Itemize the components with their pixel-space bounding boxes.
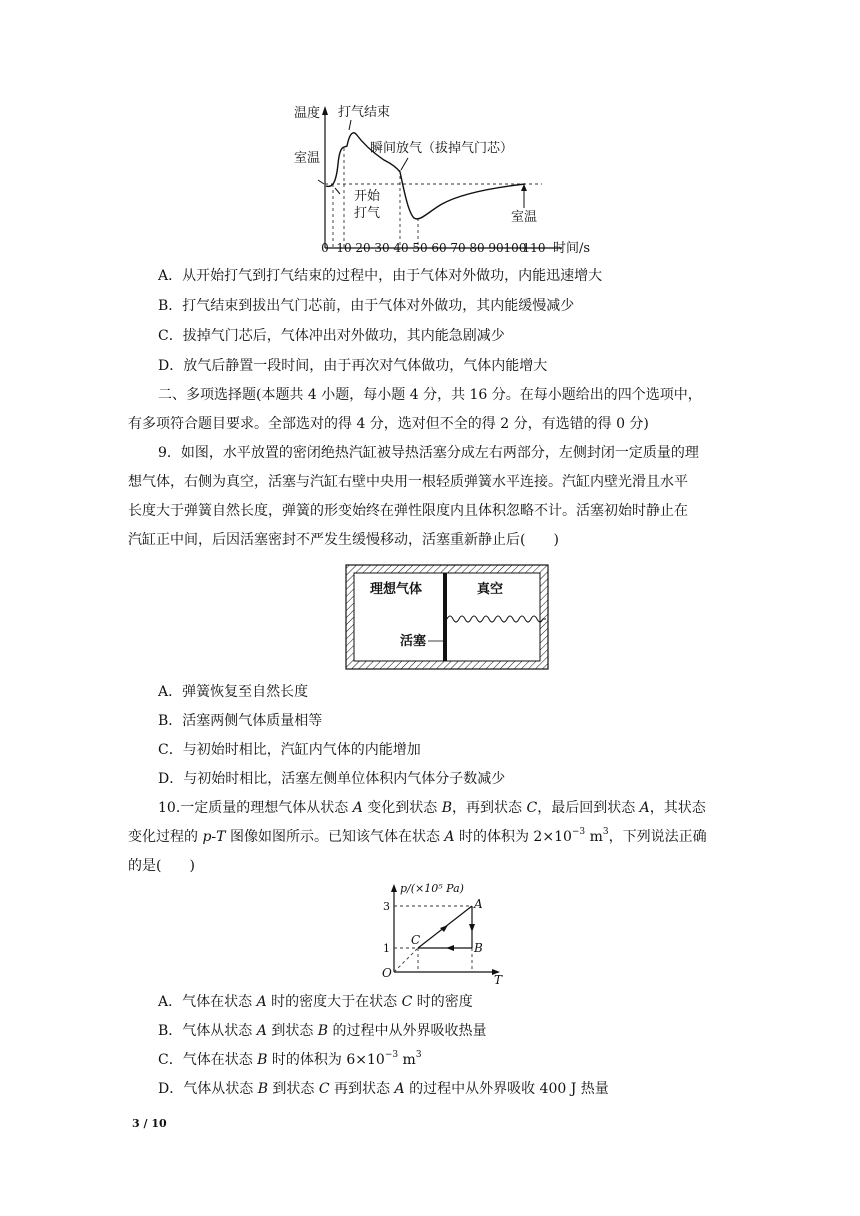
piston [443,573,447,661]
q10-option-a [158,992,473,1012]
q10-option-d [158,1079,609,1099]
q10-line3: 的是( ) [128,858,195,874]
label-end-pump: 打气结束 [338,105,391,120]
q9-option-d: D．与初始时相比，活塞左侧单位体积内气体分子数减少 [158,771,506,787]
x-tick-label: 100 [503,241,527,255]
arrow-C-A [440,925,448,932]
state-symbol: C [401,994,413,1010]
q10-text: 图像如图所示。已知该气体在状态 [225,829,445,845]
x-tick-label: 90 [488,241,504,255]
q10-line2 [128,827,707,847]
pt-point-C: C [411,933,421,947]
arrow-A-B [469,924,475,932]
guide-origin-C [394,948,418,972]
state-symbol: A [352,800,363,816]
label-release: 瞬间放气（拔掉气门芯） [370,141,514,156]
label-piston: 活塞 [400,634,427,649]
pt-tick-1: 1 [383,942,390,955]
x-tick-label: 20 [355,241,371,255]
arrow-room-left [318,180,324,184]
q10-text: ，下列说法正确 [608,829,707,845]
pt-y-label: p/(×10⁵ Pa) [400,882,464,895]
symbol-p: p [202,829,212,845]
state-symbol: B [441,800,453,816]
y-axis-label: 温度 [294,106,321,121]
option-text: 的过程中从外界吸收 400 J 热量 [404,1081,609,1097]
section2-line2: 有多项符合题目要求。全部选对的得 4 分，选对但不全的得 2 分，有选错的得 0 分) [128,416,649,432]
arrow-B-C [446,945,454,951]
q10-option-c [158,1050,422,1070]
label-room-temp-left: 室温 [294,151,321,166]
x-axis-label: 时间/s [553,241,591,256]
q9-option-b: B．活塞两侧气体质量相等 [158,713,323,729]
option-text: 时的体积为 6×10 [267,1052,385,1068]
x-tick-label: 30 [374,241,390,255]
state-symbol: A [444,829,455,845]
q9-line3: 长度大于弹簧自然长度，弹簧的形变始终在弹性限度内且体积忽略不计。活塞初始时静止在 [128,503,688,519]
exponent: 3 [415,1050,422,1061]
option-text: m [398,1052,416,1068]
exponent: −3 [571,827,586,838]
option-text: 到状态 [267,1081,319,1097]
exponent: −3 [384,1050,399,1061]
option-text: C．气体在状态 [158,1052,258,1068]
pt-point-B: B [474,941,483,955]
q8-option-c: C．拔掉气门芯后，气体冲出对外做功，其内能急剧减少 [158,328,505,344]
q10-text: 变化到状态 [362,800,442,816]
temperature-time-figure [280,100,610,262]
label-room-temp-right: 室温 [511,210,538,225]
state-symbol: B [257,1081,268,1097]
state-symbol: A [256,994,267,1010]
label-vacuum: 真空 [477,582,504,597]
arrow-end-pump [349,120,351,130]
option-text: A．气体在状态 [158,994,257,1010]
state-symbol: A [256,1023,267,1039]
pt-point-A: A [474,897,483,911]
q10-text: m [585,829,603,845]
option-text: 的过程中从外界吸收热量 [328,1023,487,1039]
option-text: D．气体从状态 [158,1081,258,1097]
cylinder-figure [344,563,550,673]
option-text: B．气体从状态 [158,1023,257,1039]
q10-text: 时的体积为 2×10 [454,829,572,845]
option-text: 再到状态 [329,1081,395,1097]
pt-y-arrow [391,884,397,892]
q9-option-a: A．弹簧恢复至自然长度 [158,684,309,700]
x-tick-label: 70 [450,241,466,255]
state-symbol: B [317,1023,329,1039]
state-symbol: A [394,1081,405,1097]
state-symbol: A [639,800,650,816]
pt-origin-label: O [382,966,392,980]
option-text: 到状态 [266,1023,318,1039]
q10-text: 变化过程的 [128,829,203,845]
arrow-release [401,158,408,170]
x-tick-label: 110 [522,241,546,255]
option-text: 时的密度大于在状态 [266,994,402,1010]
page-number: 3 / 10 [132,1117,167,1130]
label-start-pump-2: 打气 [354,206,381,221]
x-tick-label: 10 [336,241,352,255]
q10-text: ，其状态 [649,800,706,816]
q8-option-a: A．从开始打气到打气结束的过程中，由于气体对外做功，内能迅速增大 [158,268,603,284]
option-text: 时的密度 [412,994,473,1010]
q10-text: ，再到状态 [452,800,527,816]
symbol-T: T [216,829,226,845]
x-tick-label: 0 [321,241,329,255]
q8-option-b: B．打气结束到拔出气门芯前，由于气体对外做功，其内能缓慢减少 [158,298,575,314]
label-start-pump-1: 开始 [354,189,381,204]
q8-option-d: D．放气后静置一段时间，由于再次对气体做功，气体内能增大 [158,358,548,374]
q9-line2: 想气体，右侧为真空，活塞与汽缸右壁中央用一根轻质弹簧水平连接。汽缸内壁光滑且水平 [128,474,688,490]
q10-text: 10.一定质量的理想气体从状态 [158,800,353,816]
exponent: 3 [602,827,609,838]
label-ideal-gas: 理想气体 [370,582,423,597]
arrow-start-pump [335,188,340,194]
x-tick-label: 60 [431,241,447,255]
x-tick-label: 40 [393,241,409,255]
pt-diagram [366,880,516,986]
q10-line1 [158,798,706,818]
section2-line1: 二、多项选择题(本题共 4 小题，每小题 4 分，共 16 分。在每小题给出的四个选项中， [158,387,702,403]
q9-option-c: C．与初始时相比，汽缸内气体的内能增加 [158,742,421,758]
pt-tick-3: 3 [383,900,390,913]
x-tick-labels [321,241,545,255]
x-tick-label: 50 [412,241,428,255]
q9-line4: 汽缸正中间，后因活塞密封不严发生缓慢移动，活塞重新静止后( ) [128,532,559,548]
q10-text: - [211,829,217,845]
q10-option-b [158,1021,487,1041]
y-axis-arrow [322,106,328,115]
q9-line1: 9．如图，水平放置的密闭绝热汽缸被导热活塞分成左右两部分，左侧封闭一定质量的理 [158,445,699,461]
pt-x-label: T [494,973,503,986]
state-symbol: C [526,800,538,816]
q10-text: ，最后回到状态 [537,800,640,816]
x-tick-label: 80 [469,241,485,255]
state-symbol: C [318,1081,330,1097]
state-symbol: B [257,1052,268,1068]
